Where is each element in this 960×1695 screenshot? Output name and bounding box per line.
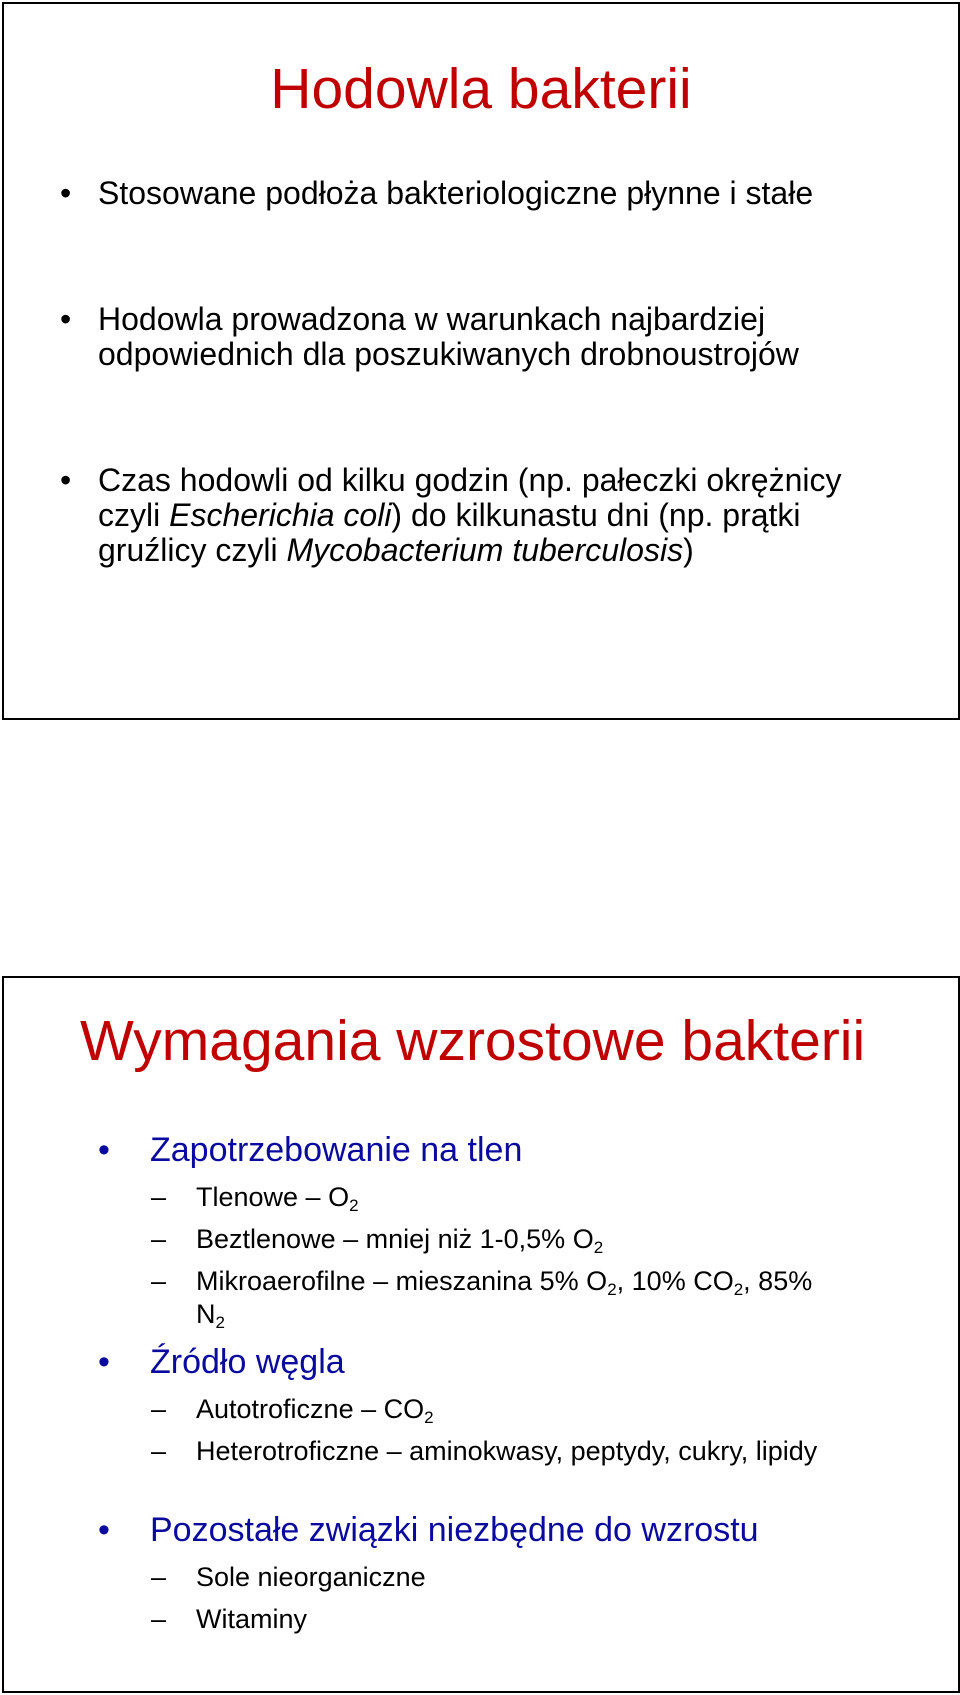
oxygen-item-aerobic-text: Tlenowe – O: [196, 1182, 350, 1212]
carbon-item-heterotrophic-text: Heterotroficzne – aminokwasy, peptydy, cukry, lipidy: [196, 1436, 818, 1466]
other-item-salts: [151, 1561, 876, 1594]
section-other-heading: [98, 1511, 759, 1549]
bullet-dot-icon: •: [60, 462, 72, 498]
oxygen-item-aerobic: [151, 1181, 876, 1215]
dash-icon: –: [151, 1224, 167, 1254]
carbon-item-autotrophic: [151, 1393, 876, 1427]
species-name-ecoli: Escherichia coli: [169, 497, 392, 533]
dash-icon: –: [151, 1394, 167, 1424]
oxygen-item-anaerobic: [151, 1223, 876, 1257]
bullet-dot-icon: •: [98, 1343, 110, 1381]
oxygen-item-anaerobic-text: Beztlenowe – mniej niż 1-0,5% O: [196, 1224, 594, 1254]
bullet-dot-icon: •: [98, 1511, 110, 1549]
dash-icon: –: [151, 1436, 167, 1466]
slide1-bullet-2-text: Hodowla prowadzona w warunkach najbardziej odpowiednich dla poszukiwanych drobnoustrojów: [98, 301, 799, 372]
carbon-item-autotrophic-text: Autotroficzne – CO: [196, 1394, 425, 1424]
subscript: 2: [215, 1313, 225, 1332]
subscript: 2: [607, 1280, 617, 1299]
bullet-dot-icon: •: [60, 301, 72, 337]
subscript: 2: [593, 1238, 604, 1257]
species-name-mycobacterium: Mycobacterium tuberculosis: [286, 532, 684, 568]
oxygen-item-microaerophilic-co2: , 10% CO: [616, 1266, 734, 1296]
slide1-bullet-3: [60, 462, 888, 568]
subscript: 2: [349, 1196, 359, 1215]
dash-icon: –: [151, 1266, 167, 1296]
subscript: 2: [424, 1408, 434, 1427]
slide1-bullet-1-text: Stosowane podłoża bakteriologiczne płynne i stałe: [98, 175, 814, 211]
slide1-title: Hodowla bakterii: [270, 57, 692, 121]
oxygen-item-microaerophilic-n2: , 85% N: [196, 1266, 813, 1329]
slide-hodowla-bakterii: [2, 2, 960, 720]
bullet-dot-icon: •: [98, 1131, 110, 1169]
other-item-vitamins-text: Witaminy: [196, 1604, 308, 1634]
dash-icon: –: [151, 1604, 167, 1634]
slide1-bullet-3-text-part1: Czas hodowli od kilku godzin (np. pałeczki okrężnicy czyli: [98, 462, 842, 533]
slide1-bullet-2: [60, 301, 888, 372]
slide1-bullet-1: [60, 175, 888, 211]
carbon-item-heterotrophic: [151, 1435, 861, 1468]
section-other-heading-text: Pozostałe związki niezbędne do wzrostu: [150, 1511, 759, 1549]
slide-wymagania-wzrostowe: [2, 976, 960, 1693]
dash-icon: –: [151, 1182, 167, 1212]
subscript: 2: [733, 1280, 744, 1299]
section-carbon-heading-text: Źródło węgla: [150, 1343, 345, 1381]
section-oxygen-heading: [98, 1131, 523, 1169]
slide2-title: Wymagania wzrostowe bakterii: [80, 1009, 866, 1073]
other-item-vitamins: [151, 1603, 876, 1636]
other-item-salts-text: Sole nieorganiczne: [196, 1562, 426, 1592]
slide1-bullet-3-text-part3: ): [683, 532, 694, 568]
section-carbon-heading: [98, 1343, 345, 1381]
bullet-dot-icon: •: [60, 175, 72, 211]
slide1-bullet-3-text-part2: ) do kilkunastu dni (np. prątki gruźlicy czyli: [98, 497, 801, 568]
section-oxygen-heading-text: Zapotrzebowanie na tlen: [150, 1131, 523, 1169]
dash-icon: –: [151, 1562, 167, 1592]
oxygen-item-microaerophilic: [151, 1265, 836, 1332]
oxygen-item-microaerophilic-text: Mikroaerofilne – mieszanina 5% O: [196, 1266, 608, 1296]
